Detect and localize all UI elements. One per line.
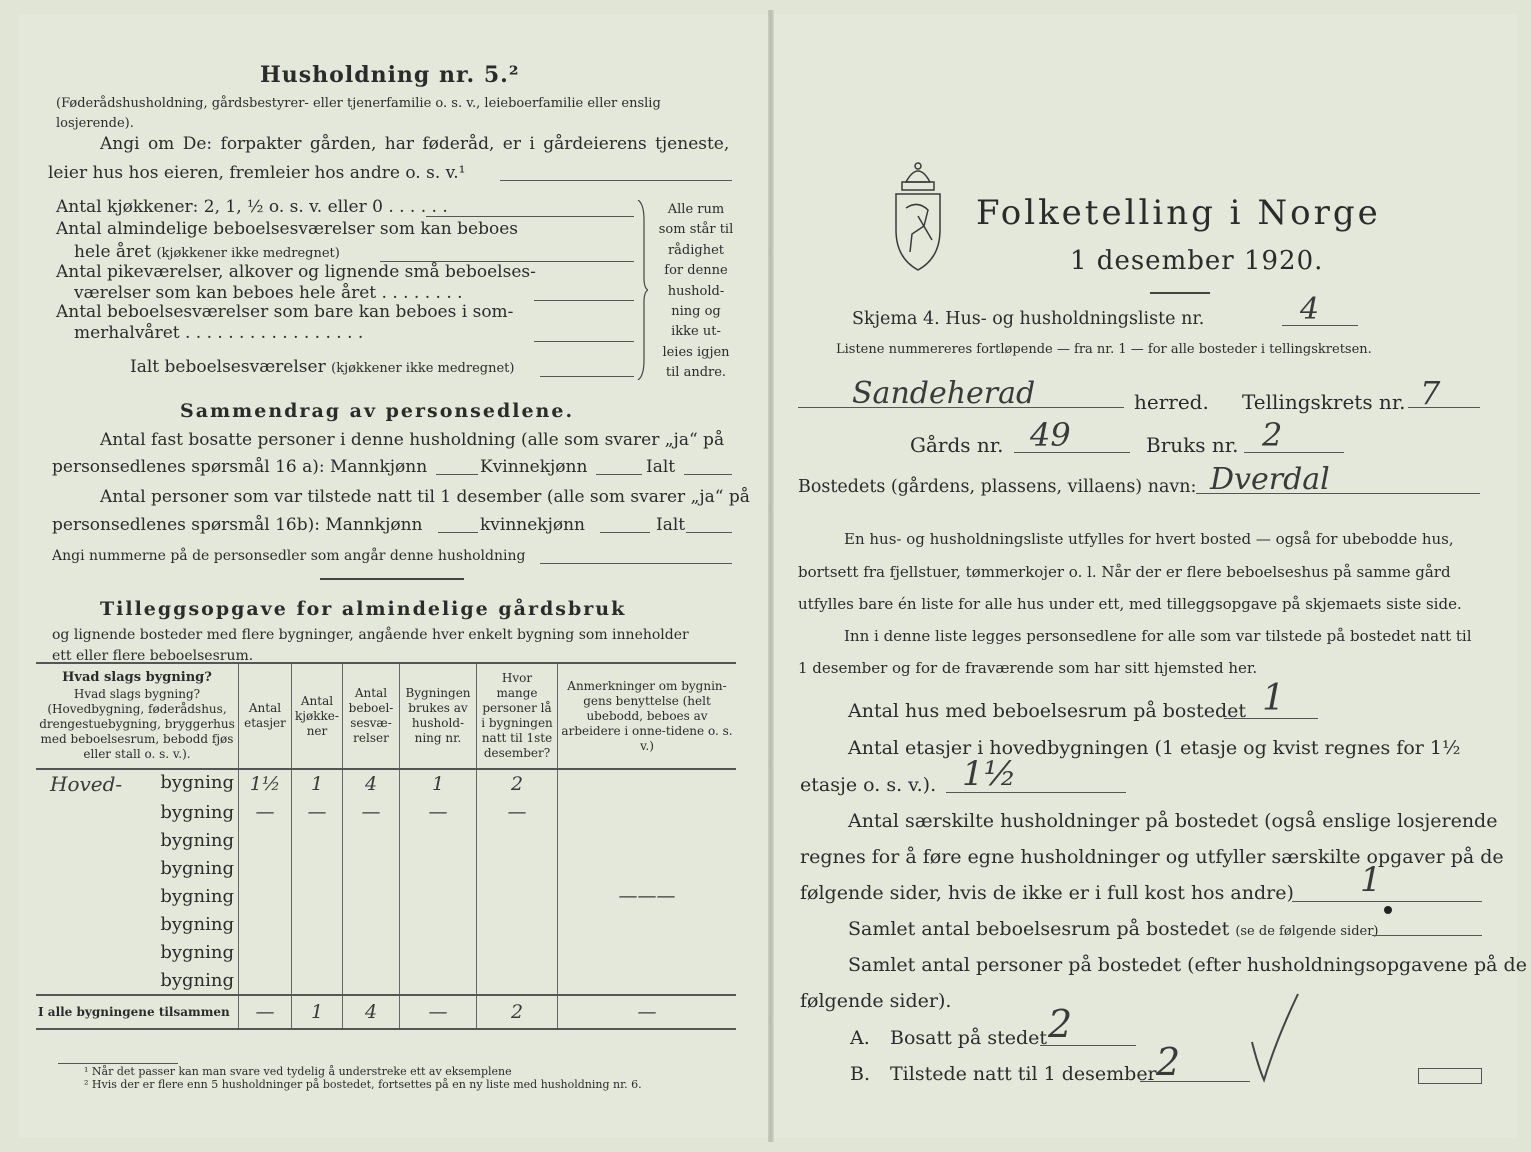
almindelige-line-1: Antal almindelige beboelsesværelser som kan beboes (56, 219, 518, 239)
husholdninger-line-1: Antal særskilte husholdninger på bostedet (også enslige losjerende (848, 810, 1498, 832)
tillegg-line-2: ett eller flere beboelsesrum. (52, 648, 254, 664)
sammendrag-line-4b: kvinnekjønn (480, 515, 586, 535)
cell-husholdning (400, 826, 477, 854)
cell-husholdning (400, 854, 477, 882)
cell-vaerelser (343, 938, 400, 966)
sommer-line-2: merhalvåret . . . . . . . . . . . . . . . . . (74, 323, 364, 343)
husholdninger-line-2: regnes for å føre egne husholdninger og utfyller særskilte opgaver på de (800, 846, 1504, 868)
side-note-line: Alle rum (667, 202, 725, 217)
kjokkener-label: Antal kjøkkener: 2, 1, ½ o. s. v. eller 0 . . . . . . (56, 197, 448, 217)
cell-kjokkener: — (292, 798, 343, 826)
col-header-personer: Hvor mange personer lå i bygningen natt til 1ste desember? (477, 663, 558, 769)
sammendrag-line-2c: Ialt (646, 457, 676, 477)
building-label: bygning (160, 857, 234, 879)
cell-vaerelser (343, 854, 400, 882)
building-type-cell (36, 769, 239, 798)
table-row (36, 938, 736, 966)
building-label: bygning (160, 913, 234, 935)
table-row (36, 798, 736, 826)
cell-etasjer: 1½ (239, 769, 292, 798)
side-note-line: rådighet (667, 242, 725, 258)
building-type-cell (36, 882, 239, 910)
cell-personer: — (477, 798, 558, 826)
side-note-line: leies igjen (662, 344, 730, 360)
section-divider (320, 578, 464, 580)
cell-husholdning (400, 966, 477, 995)
building-type-cell (36, 798, 239, 826)
side-note-line: hushold- (667, 283, 725, 299)
cell-kjokkener: 1 (292, 769, 343, 798)
table-row (36, 826, 736, 854)
skjema-nr-handwritten: 4 (1300, 292, 1320, 327)
total-etasjer: — (239, 995, 292, 1029)
building-label: bygning (160, 941, 234, 963)
pike-line-2: værelser som kan beboes hele året . . . . . . . . (74, 283, 463, 303)
cell-personer: 2 (477, 769, 558, 798)
tillegg-title: Tilleggsopgave for almindelige gårdsbruk (100, 598, 627, 620)
tilstede-handwritten: 2 (1156, 1040, 1181, 1084)
cell-kjokkener (292, 826, 343, 854)
building-name-handwritten: Hoved- (50, 772, 123, 796)
side-note-line: til andre. (665, 365, 727, 381)
nummerne-fill (540, 563, 732, 564)
table-row (36, 769, 736, 798)
cell-anm (558, 854, 737, 882)
samlet-rum-fill (1372, 935, 1482, 936)
household-title: Husholdning nr. 5.² (260, 62, 520, 88)
cell-etasjer (239, 938, 292, 966)
info-p1-line2: bortsett fra fjellstuer, tømmerkojer o. l. Når der er flere beboelseshus på samme gård (798, 563, 1451, 581)
building-type-cell (36, 966, 239, 995)
building-table (36, 662, 736, 1030)
footnote-2: ² Hvis der er flere enn 5 husholdninger på bostedet, fortsettes på en ny liste med husholdning nr. 6. (84, 1078, 642, 1091)
cell-husholdning (400, 938, 477, 966)
building-type-cell (36, 854, 239, 882)
cell-kjokkener (292, 966, 343, 995)
footnote-1: ¹ Når det passer kan man svare ved tydelig å understreke ett av eksemplene (84, 1065, 512, 1078)
household-subtitle: (Føderådshusholdning, gårdsbestyrer- eller tjenerfamilie o. s. v., leieboerfamilie eller enslig losjerende). (56, 96, 661, 131)
gards-handwritten: 49 (1030, 416, 1071, 454)
kjokkener-fill (426, 216, 634, 217)
herred-handwritten: Sandeherad (852, 376, 1036, 411)
col-header-kjokkener: Antal kjøkke-ner (292, 663, 343, 769)
cell-etasjer (239, 882, 292, 910)
tillegg-line-1: og lignende bosteder med flere bygninger, angående hver enkelt bygning som inneholder (52, 627, 689, 643)
cell-kjokkener (292, 882, 343, 910)
title-divider (1150, 292, 1210, 294)
almindelige-line-2: hele året (kjøkkener ikke medregnet) (74, 242, 340, 262)
cell-anm (558, 938, 737, 966)
ialt-label: Ialt beboelsesværelser (kjøkkener ikke medregnet) (130, 357, 515, 377)
cell-personer (477, 882, 558, 910)
cell-vaerelser: 4 (343, 769, 400, 798)
cell-husholdning (400, 882, 477, 910)
info-p2-line2: 1 desember og for de fraværende som har sitt hjemsted her. (798, 659, 1258, 677)
building-label: bygning (160, 772, 234, 793)
sammendrag-line-4c: Ialt (656, 515, 686, 535)
cell-anm (558, 910, 737, 938)
hus-label: Antal hus med beboelsesrum på bostedet (848, 700, 1247, 722)
cell-anm (558, 826, 737, 854)
cell-kjokkener (292, 938, 343, 966)
info-p1-line3: utfylles bare én liste for alle hus under ett, med tilleggsopgave på skjemaets siste side. (798, 595, 1462, 613)
table-row (36, 854, 736, 882)
cell-vaerelser: — (343, 798, 400, 826)
etasjer-line-1: Antal etasjer i hovedbygningen (1 etasje og kvist regnes for 1½ (848, 737, 1461, 759)
sommer-fill (534, 341, 634, 342)
krets-handwritten: 7 (1420, 374, 1441, 412)
cell-vaerelser (343, 882, 400, 910)
sammendrag-line-2b: Kvinnekjønn (480, 457, 588, 477)
bosted-label: Bostedets (gårdens, plassens, villaens) navn: (798, 477, 1197, 497)
cell-vaerelser (343, 966, 400, 995)
cell-personer (477, 938, 558, 966)
hus-handwritten: 1 (1262, 678, 1285, 719)
total-vaerelser: 4 (343, 995, 400, 1029)
cell-etasjer (239, 966, 292, 995)
herred-label: herred. (1134, 390, 1209, 414)
cell-personer (477, 966, 558, 995)
sammendrag-line-4a: personsedlenes spørsmål 16b): Mannkjønn (52, 515, 423, 535)
coat-of-arms-icon (882, 160, 954, 272)
tilstede-label: Tilstede natt til 1 desember (890, 1063, 1157, 1085)
table-row (36, 966, 736, 995)
cell-vaerelser (343, 826, 400, 854)
cell-personer (477, 854, 558, 882)
building-type-cell (36, 910, 239, 938)
angi-line-1: Angi om De: forpakter gården, har føderåd, er i gårdeierens tjeneste, (100, 134, 730, 154)
tilstede-letter: B. (850, 1063, 871, 1085)
col-header-anmerkninger: Anmerkninger om bygnin-gens benyttelse (helt ubebodd, beboes av arbeidere i onne-tidene o. s. v.) (558, 663, 737, 769)
info-p1-line1: En hus- og husholdningsliste utfylles for hvert bosted — også for ubebodde hus, (844, 530, 1454, 548)
mann-fill-1 (436, 474, 478, 475)
census-title: Folketelling i Norge (976, 193, 1381, 233)
building-label: bygning (160, 801, 234, 823)
side-note (652, 200, 740, 384)
cell-anm: ——— (558, 882, 737, 910)
total-kjokkener: 1 (292, 995, 343, 1029)
kvinne-fill-2 (600, 532, 650, 533)
cell-kjokkener (292, 854, 343, 882)
cell-anm (558, 769, 737, 798)
cell-etasjer (239, 826, 292, 854)
krets-fill (1408, 407, 1480, 408)
husholdninger-fill (1292, 901, 1482, 902)
angi-line-2: leier hus hos eieren, fremleier hos andre o. s. v.¹ (48, 163, 466, 183)
side-note-line: for denne (664, 263, 728, 279)
krets-label: Tellingskrets nr. (1242, 390, 1406, 414)
cell-anm (558, 798, 737, 826)
cell-personer (477, 910, 558, 938)
page-fold (768, 10, 774, 1142)
etasjer-line-2: etasje o. s. v.). (800, 774, 937, 796)
table-row (36, 910, 736, 938)
pike-fill (534, 300, 634, 301)
ialt-fill-2 (686, 532, 732, 533)
sammendrag-line-2a: personsedlenes spørsmål 16 a): Mannkjønn (52, 457, 428, 477)
side-note-line: ning og (671, 304, 721, 320)
building-type-cell (36, 826, 239, 854)
cell-etasjer: — (239, 798, 292, 826)
cell-husholdning (400, 910, 477, 938)
cell-etasjer (239, 910, 292, 938)
cell-husholdning: — (400, 798, 477, 826)
col-header-vaerelser: Antal beboel-sesvæ-relser (343, 663, 400, 769)
kvinne-fill-1 (596, 474, 642, 475)
sommer-line-1: Antal beboelsesværelser som bare kan beboes i som- (56, 302, 514, 322)
building-label: bygning (160, 969, 234, 991)
samlet-personer-line-2: følgende sider). (800, 990, 952, 1012)
col-header-type: Hvad slags bygning? Hvad slags bygning? (Hovedbygning, føderådshus, drengestuebygning, bryggerhus med beboelsesrum, bebodd fjøs eller stall o. s. v.). (36, 663, 239, 769)
husholdninger-line-3: følgende sider, hvis de ikke er i full kost hos andre) (800, 882, 1294, 904)
skjema-label: Skjema 4. Hus- og husholdningsliste nr. (852, 309, 1205, 329)
husholdninger-handwritten: 1 (1360, 860, 1382, 900)
etasjer-handwritten: 1½ (962, 754, 1017, 794)
gards-label: Gårds nr. (910, 433, 1004, 457)
cell-vaerelser (343, 910, 400, 938)
samlet-personer-line-1: Samlet antal personer på bostedet (efter husholdningsopgavene på de (848, 954, 1527, 976)
side-note-line: som står til (658, 222, 734, 238)
brace-icon (636, 200, 646, 380)
cell-personer (477, 826, 558, 854)
bosatt-label: Bosatt på stedet (890, 1027, 1047, 1049)
total-husholdning: — (400, 995, 477, 1029)
cell-husholdning: 1 (400, 769, 477, 798)
cell-anm (558, 966, 737, 995)
checkmark-icon (1246, 990, 1306, 1086)
footnote-rule (58, 1063, 178, 1064)
sammendrag-title: Sammendrag av personsedlene. (180, 400, 575, 422)
ink-dot (1384, 906, 1392, 914)
angi-fill-line (500, 180, 732, 181)
bruks-handwritten: 2 (1262, 416, 1283, 454)
table-row (36, 882, 736, 910)
total-anm: — (558, 995, 737, 1029)
bosatt-letter: A. (850, 1027, 870, 1049)
total-label: I alle bygningene tilsammen (36, 995, 239, 1029)
sammendrag-line-5: Angi nummerne på de personsedler som angår denne husholdning (52, 548, 526, 564)
bruks-fill (1244, 452, 1344, 453)
bosted-handwritten: Dverdal (1210, 462, 1330, 497)
printer-stamp (1418, 1068, 1482, 1084)
skjema-fill (1282, 325, 1358, 326)
census-date: 1 desember 1920. (1070, 246, 1324, 276)
building-type-cell (36, 938, 239, 966)
col-header-etasjer: Antal etasjer (239, 663, 292, 769)
info-p2-line1: Inn i denne liste legges personsedlene for alle som var tilstede på bostedet natt til (844, 627, 1472, 645)
sammendrag-line-3: Antal personer som var tilstede natt til 1 desember (alle som svarer „ja“ på (100, 487, 750, 507)
building-label: bygning (160, 885, 234, 907)
samlet-rum-label: Samlet antal beboelsesrum på bostedet (se de følgende sider) (848, 918, 1379, 940)
cell-kjokkener (292, 910, 343, 938)
side-note-line: ikke ut- (671, 324, 721, 340)
bruks-label: Bruks nr. (1146, 433, 1239, 457)
bosatt-handwritten: 2 (1048, 1002, 1073, 1046)
ialt-fill-1 (684, 474, 732, 475)
building-label: bygning (160, 829, 234, 851)
pike-line-1: Antal pikeværelser, alkover og lignende små beboelses- (56, 262, 536, 282)
sammendrag-line-1: Antal fast bosatte personer i denne husholdning (alle som svarer „ja“ på (100, 430, 725, 450)
total-personer: 2 (477, 995, 558, 1029)
cell-etasjer (239, 854, 292, 882)
total-row (36, 995, 736, 1029)
ialt-fill (540, 376, 634, 377)
mann-fill-2 (438, 532, 478, 533)
col-header-husholdning: Bygningen brukes av hushold-ning nr. (400, 663, 477, 769)
listene-note: Listene nummereres fortløpende — fra nr. 1 — for alle bosteder i tellingskretsen. (836, 342, 1372, 357)
